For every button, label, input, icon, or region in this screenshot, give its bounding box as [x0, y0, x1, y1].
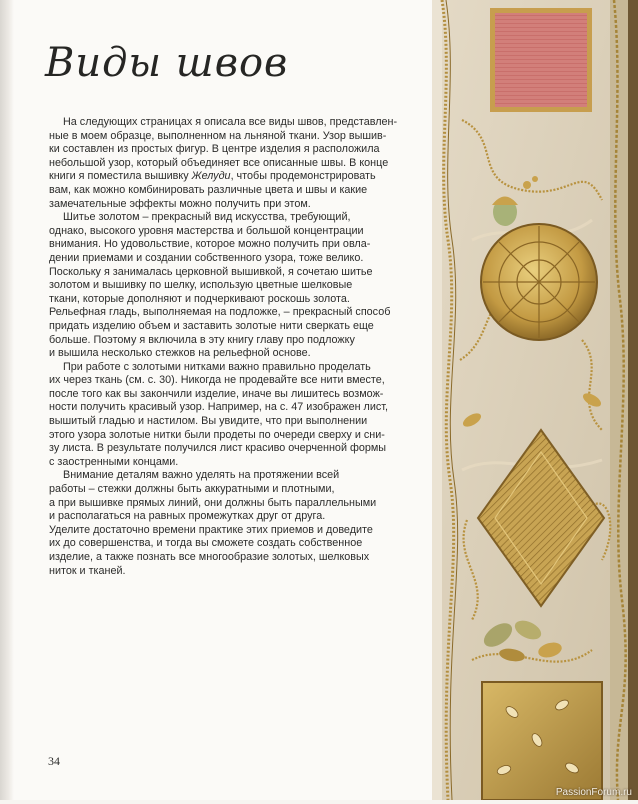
- text-line: золотом и вышивку по шелку, использую цветные шелковые: [49, 279, 353, 292]
- text-line: Внимание деталям важно уделять на протяжении всей: [63, 469, 340, 482]
- text-line: вам, как можно комбинировать различные цвета и швы и какие: [49, 183, 368, 196]
- text-line: замечательные эффекты можно получить при этом.: [49, 197, 311, 210]
- text-line: ные в моем образце, выполненном на льняной ткани. Узор вышив-: [49, 129, 387, 142]
- text-line: а при вышивке прямых линий, они должны быть параллельными: [49, 496, 377, 509]
- spine-shadow: [0, 0, 14, 800]
- text-line: На следующих страницах я описала все виды швов, представлен-: [63, 116, 398, 128]
- text-line: после того как вы закончили изделие, иначе вы лишитесь возмож-: [49, 387, 384, 400]
- text-line: Рельефная гладь, выполняемая на подложке, – прекрасный способ: [49, 306, 391, 319]
- text-line: и вышила несколько стежков на рельефной основе.: [49, 347, 311, 360]
- embroidery-illustration: [432, 0, 638, 800]
- page-title: Виды швов: [45, 40, 289, 86]
- text-line: небольшой узор, который объединяет все описанные швы. В конце: [49, 156, 389, 169]
- text-line: однако, высокого уровня мастерства и большой концентрации: [49, 224, 364, 237]
- text-line: их до совершенства, и тогда вы сможете создать собственное: [49, 537, 363, 550]
- body-paragraph: [49, 361, 409, 470]
- embroidery-photo: [432, 0, 638, 800]
- text-line: книги я поместила вышивку Желуди, чтобы продемонстрировать: [49, 170, 376, 183]
- text-line: ткани, которые дополняют и подчеркивают роскошь золота.: [49, 292, 350, 305]
- text-line: ки составлен из простых фигур. В центре изделия я расположила: [49, 143, 380, 156]
- text-line: работы – стежки должны быть аккуратными и плотными,: [49, 483, 335, 496]
- text-line: зу листа. В результате получился лист красиво очерченной формы: [49, 442, 387, 455]
- text-line: ности получить красивый узор. Например, на с. 47 изображен лист,: [49, 401, 389, 414]
- text-line: больше. Поэтому я включила в эту книгу главу про подложку: [49, 333, 355, 346]
- text-line: дении приемами и создании собственного узора, тоже велико.: [49, 251, 364, 264]
- page-number: 34: [48, 754, 60, 768]
- watermark: PassionForum.ru: [555, 787, 632, 798]
- body-paragraph: [49, 469, 409, 578]
- body-paragraph: [49, 116, 409, 211]
- text-line: этого узора золотые нитки были продеты по очереди сверху и сни-: [49, 428, 385, 441]
- text-line: придать изделию объем и заставить золотые нити сверкать еще: [49, 319, 374, 332]
- text-line: ниток и тканей.: [49, 564, 126, 577]
- italic-title: Желуди: [191, 170, 231, 183]
- text-line: и располагаться на равных промежутках друг от друга.: [49, 510, 326, 523]
- text-line: Шитье золотом – прекрасный вид искусства, требующий,: [63, 211, 351, 224]
- text-line: Поскольку я занималась церковной вышивкой, я сочетаю шитье: [49, 265, 373, 278]
- text-line: Уделите достаточно времени практике этих приемов и доведите: [49, 523, 373, 536]
- text-line: изделие, а также познать все многообразие золотых, шелковых: [49, 551, 370, 563]
- text-line: При работе с золотыми нитками важно правильно проделать: [63, 360, 371, 373]
- body-text: [49, 116, 409, 578]
- body-paragraph: [49, 211, 409, 361]
- text-line: внимания. Но удовольствие, которое можно получить при овла-: [49, 238, 371, 251]
- text-line: их через ткань (см. с. 30). Никогда не продевайте все нити вместе,: [49, 374, 385, 387]
- text-line: с заостренными концами.: [49, 455, 179, 468]
- text-line: вышитый гладью и настилом. Вы увидите, что при выполнении: [49, 415, 368, 428]
